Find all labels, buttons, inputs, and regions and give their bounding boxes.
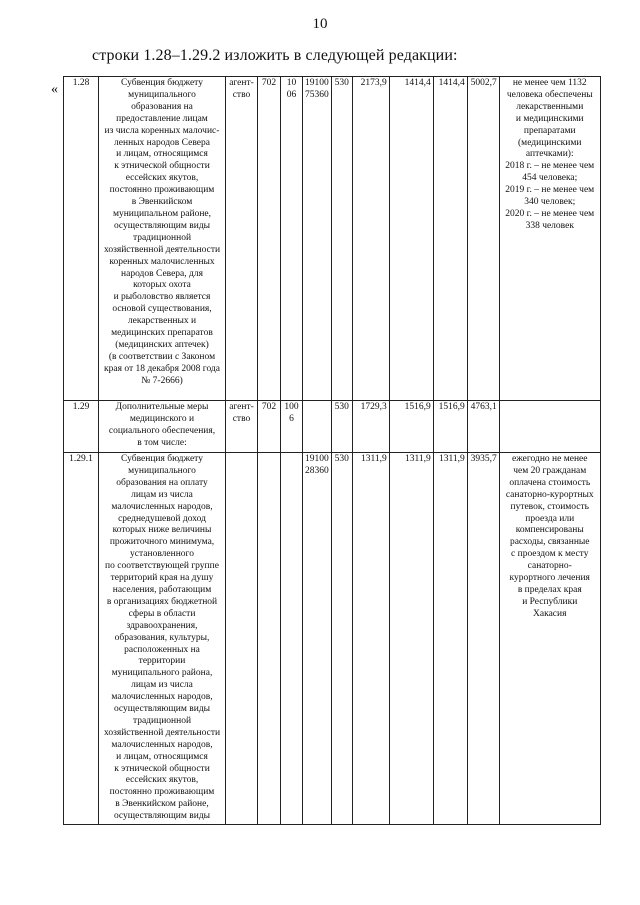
row-name-line: медицинских препаратов (111, 328, 213, 339)
row-name-line: народов Севера, для (121, 268, 203, 279)
row-code: 702 (258, 77, 281, 401)
row-code: 702 (258, 401, 281, 453)
row-result-line: Хакасия (533, 608, 567, 619)
row-csr-line: 19100 (305, 454, 329, 464)
row-name (99, 401, 226, 453)
table-row (64, 401, 601, 453)
row-name-line: социального обеспечения, (108, 425, 216, 436)
row-result-line: проезда или (525, 513, 575, 524)
row-name-line: в Эвенкийском районе, (115, 799, 209, 810)
row-name-line: и рыболовство является (113, 292, 211, 303)
row-name-line: (в соответствии с Законом (108, 351, 216, 362)
row-value-2019: 1516,9 (389, 401, 433, 453)
row-value-2018: 1311,9 (352, 453, 389, 825)
row-name-line: коренных малочисленных (109, 256, 215, 267)
row-name-line: лекарственных и (127, 316, 197, 327)
row-name-line: территорий края на душу (110, 573, 214, 584)
row-name-line: которых охота (133, 280, 191, 291)
row-name-line: постоянно проживающим (109, 185, 215, 196)
table-row (64, 77, 601, 401)
row-vr: 530 (331, 77, 352, 401)
row-csr-line: 28360 (305, 465, 329, 476)
row-result-line: оплачена стоимость (509, 477, 591, 488)
row-agency (226, 453, 258, 825)
row-name-line: осуществляющим виды (113, 704, 211, 715)
row-section (281, 77, 303, 401)
row-name-line: расположенных на (124, 644, 200, 655)
row-name-line: здравоохранения, (126, 620, 198, 631)
row-result-line: 2019 г. – не менее чем (505, 185, 595, 196)
row-section-line: 10 (286, 78, 297, 88)
row-name-line: образования на оплату (116, 477, 208, 488)
row-value-2018: 1729,3 (352, 401, 389, 453)
row-name-line: малочисленных народов, (111, 692, 213, 703)
row-name-line: к этнической общности (114, 763, 210, 774)
row-csr-line: 75360 (305, 89, 329, 100)
row-agency-line: ство (232, 413, 251, 424)
row-agency-line: агент- (229, 402, 254, 412)
row-section-line: 100 (284, 402, 299, 412)
row-total: 4763,1 (467, 401, 499, 453)
row-name-line: ессейских якутов, (125, 775, 199, 786)
row-total: 5002,7 (467, 77, 499, 401)
row-value-2020: 1414,4 (433, 77, 467, 401)
row-name-line: (медицинских аптечек) (115, 339, 209, 350)
row-result-line: 454 человека; (522, 173, 578, 184)
row-agency (226, 401, 258, 453)
row-name-line: ессейских якутов, (125, 173, 199, 184)
row-result-line: в пределах края (517, 584, 582, 595)
row-name-line: лицам из числа (131, 680, 193, 691)
row-csr (303, 77, 332, 401)
row-name-line: традиционной (132, 232, 192, 243)
program-table (63, 76, 601, 825)
row-section (281, 401, 303, 453)
row-name-line: малочисленных народов, (111, 739, 213, 750)
row-name-line: сферы в области (128, 608, 196, 619)
row-value-2019: 1311,9 (389, 453, 433, 825)
row-result-line: препаратами (523, 125, 576, 136)
row-name-line: Субвенция бюджету (121, 454, 203, 464)
row-result-line: лекарственными (516, 101, 584, 112)
row-name-line: Субвенция бюджету (121, 78, 203, 88)
row-name (99, 453, 226, 825)
row-result-line: с проездом к месту (511, 549, 589, 560)
row-result-line: чем 20 гражданам (513, 465, 587, 476)
row-name-line: населения, работающим (112, 584, 212, 595)
row-name-line: образования, культуры, (114, 632, 210, 643)
row-vr: 530 (331, 401, 352, 453)
row-name-line: в организациях бюджетной (106, 596, 218, 607)
row-result-line: не менее чем 1132 (512, 78, 587, 88)
row-result-line: 340 человек; (524, 197, 576, 208)
row-name-line: осуществляющим виды (113, 811, 211, 822)
row-name-line: осуществляющим виды (113, 220, 211, 231)
row-name-line: края от 18 декабря 2008 года (104, 363, 220, 374)
row-name-line: образования на (131, 101, 193, 112)
row-result-line: расходы, связанные (509, 537, 590, 548)
row-name-line: ленных народов Севера (114, 137, 210, 148)
row-name-line: основой существования, (112, 304, 212, 315)
row-name-line: хозяйственной деятельности (103, 727, 221, 738)
row-section-line: 06 (286, 89, 297, 100)
row-csr-line: 19100 (305, 78, 329, 88)
row-result-line: санаторно-курортных (505, 489, 594, 500)
row-name-line: муниципального (128, 89, 196, 100)
row-name-line: малочисленных народов, (111, 501, 213, 512)
opening-quote: « (51, 82, 58, 97)
row-name-line: № 7-2666) (141, 375, 183, 386)
intro-text: строки 1.28–1.29.2 изложить в следующей редакции: (92, 47, 458, 64)
row-name-line: прожиточного минимума, (109, 537, 215, 548)
row-result-line: путевок, стоимость (510, 501, 589, 512)
row-csr (303, 453, 332, 825)
row-number: 1.28 (64, 77, 99, 401)
row-name-line: медицинского и (129, 413, 195, 424)
row-number: 1.29 (64, 401, 99, 453)
row-name-line: в том числе: (137, 437, 187, 448)
row-result-line: аптечками): (525, 149, 574, 160)
row-name-line: которых ниже величины (112, 525, 212, 536)
row-result-line: (медицинскими (518, 137, 582, 148)
row-result-line: 2018 г. – не менее чем (505, 161, 595, 172)
row-value-2019: 1414,4 (389, 77, 433, 401)
row-value-2020: 1516,9 (433, 401, 467, 453)
row-name-line: и лицам, относящимся (116, 751, 208, 762)
row-result-line: санаторно- (527, 561, 572, 572)
row-name-line: установленного (130, 549, 194, 560)
row-result (499, 453, 600, 825)
row-result-line: ежегодно не менее (512, 454, 588, 464)
row-name-line: в Эвенкийском (131, 197, 193, 208)
row-name-line: традиционной (132, 715, 192, 726)
row-code (258, 453, 281, 825)
row-agency-line: ство (232, 89, 251, 100)
row-total: 3935,7 (467, 453, 499, 825)
row-name-line: территории (138, 656, 186, 667)
row-section-line: 6 (289, 413, 294, 424)
row-name-line: постоянно проживающим (109, 787, 215, 798)
row-result-line: 2020 г. – не менее чем (505, 208, 595, 219)
table-row (64, 453, 601, 825)
row-number: 1.29.1 (64, 453, 99, 825)
page-number: 10 (312, 16, 328, 32)
row-name-line: к этнической общности (114, 161, 210, 172)
row-result-line: курортного лечения (509, 573, 590, 584)
row-name (99, 77, 226, 401)
row-section (281, 453, 303, 825)
row-name-line: Дополнительные меры (115, 402, 209, 412)
row-result-line: человека обеспечены (506, 89, 593, 100)
row-result (499, 77, 600, 401)
row-agency (226, 77, 258, 401)
row-name-line: хозяйственной деятельности (103, 244, 221, 255)
row-name-line: муниципального (128, 465, 196, 476)
row-name-line: лицам из числа (131, 489, 193, 500)
row-name-line: и лицам, относящимся (116, 149, 208, 160)
row-value-2018: 2173,9 (352, 77, 389, 401)
row-result-line: и Республики (522, 596, 578, 607)
row-result-line: и медицинскими (515, 113, 584, 124)
row-result-line: компенсированы (515, 525, 584, 536)
row-value-2020: 1311,9 (433, 453, 467, 825)
row-name-line: предоставление лицам (116, 113, 208, 124)
row-result (499, 401, 600, 453)
row-name-line: муниципального района, (111, 668, 213, 679)
row-name-line: по соответствующей группе (105, 561, 219, 572)
row-name-line: муниципальном районе, (112, 208, 212, 219)
row-agency-line: агент- (229, 78, 254, 88)
row-result-line: 338 человек (525, 220, 574, 231)
row-name-line: из числа коренных малочис- (104, 125, 220, 136)
row-vr: 530 (331, 453, 352, 825)
row-name-line: среднедушевой доход (118, 513, 206, 524)
row-csr (303, 401, 332, 453)
